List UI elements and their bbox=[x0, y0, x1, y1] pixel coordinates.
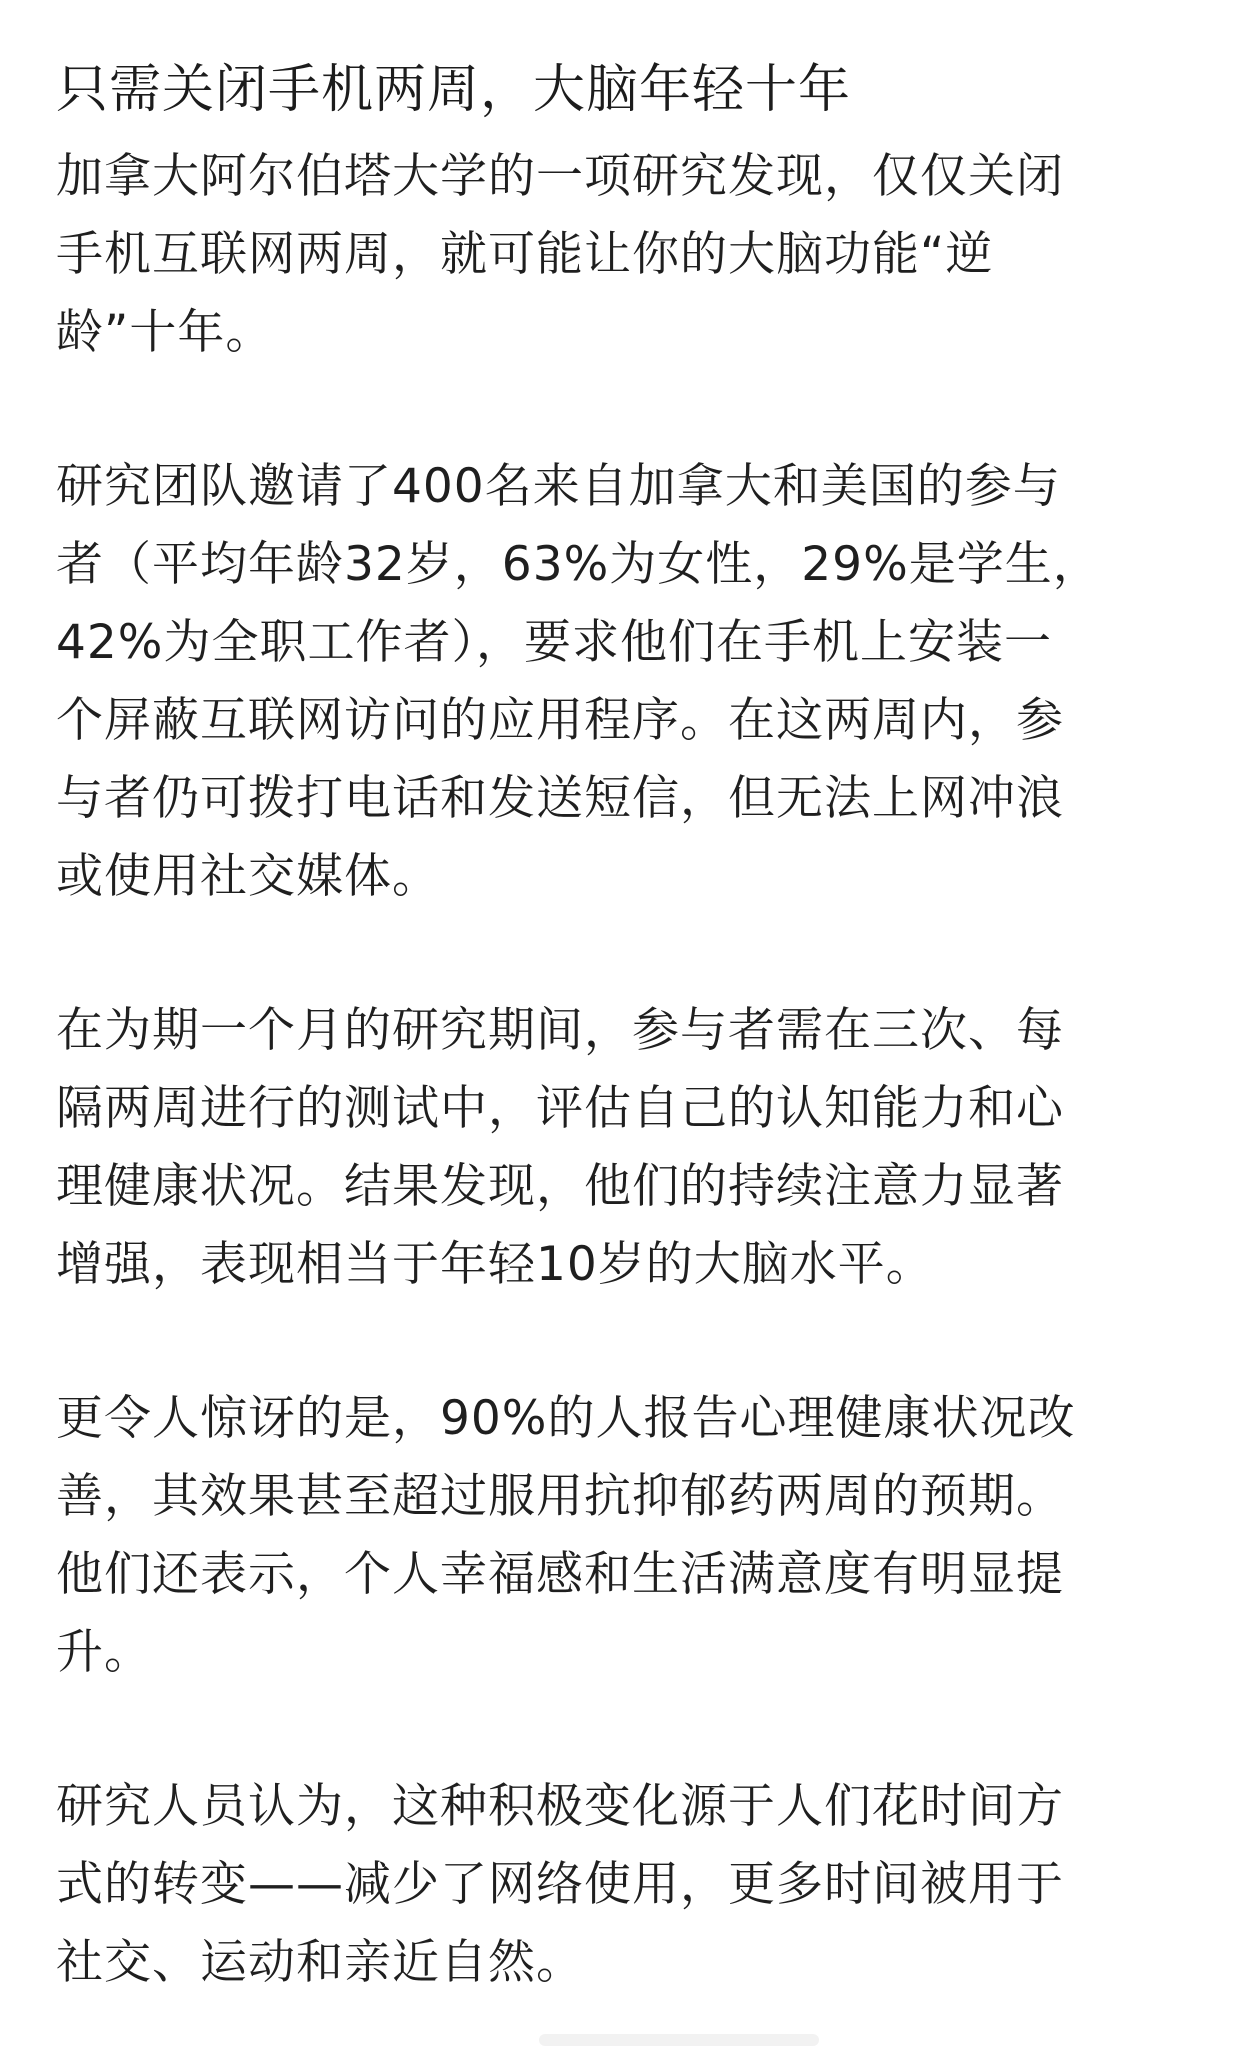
article-title: 只需关闭手机两周，大脑年轻十年 bbox=[56, 60, 852, 120]
paragraph-line: 升。 bbox=[56, 1625, 152, 1680]
paragraph-line: 个屏蔽互联网访问的应用程序。在这两周内，参 bbox=[56, 693, 1064, 748]
faint-watermark bbox=[539, 2026, 819, 2054]
article bbox=[56, 48, 1186, 2002]
paragraph-5 bbox=[56, 1768, 1186, 2002]
paragraph-line: 或使用社交媒体。 bbox=[56, 849, 440, 904]
paragraph-line: 式的转变——减少了网络使用，更多时间被用于 bbox=[56, 1857, 1064, 1912]
paragraph-line: 加拿大阿尔伯塔大学的一项研究发现，仅仅关闭 bbox=[56, 149, 1064, 204]
paragraph-line: 在为期一个月的研究期间，参与者需在三次、每 bbox=[56, 1003, 1064, 1058]
paragraph-line: 隔两周进行的测试中，评估自己的认知能力和心 bbox=[56, 1081, 1064, 1136]
paragraph-line: 者（平均年龄32岁，63%为女性，29%是学生， bbox=[56, 537, 1101, 592]
paragraph-3 bbox=[56, 992, 1186, 1304]
paragraph-line: 他们还表示，个人幸福感和生活满意度有明显提 bbox=[56, 1547, 1064, 1602]
paragraph-line: 与者仍可拨打电话和发送短信，但无法上网冲浪 bbox=[56, 771, 1064, 826]
paragraph-line: 研究人员认为，这种积极变化源于人们花时间方 bbox=[56, 1779, 1064, 1834]
paragraph-line: 42%为全职工作者），要求他们在手机上安装一 bbox=[56, 615, 1052, 670]
paragraph-line: 研究团队邀请了400名来自加拿大和美国的参与 bbox=[56, 459, 1061, 514]
paragraph-1 bbox=[56, 138, 1186, 372]
paragraph-4 bbox=[56, 1380, 1186, 1692]
paragraph-line: 手机互联网两周，就可能让你的大脑功能“逆 bbox=[56, 227, 994, 282]
paragraph-2 bbox=[56, 448, 1186, 916]
paragraph-line: 更令人惊讶的是，90%的人报告心理健康状况改 bbox=[56, 1391, 1076, 1446]
paragraph-line: 增强，表现相当于年轻10岁的大脑水平。 bbox=[56, 1237, 934, 1292]
paragraph-line: 社交、运动和亲近自然。 bbox=[56, 1935, 584, 1990]
paragraph-line: 理健康状况。结果发现，他们的持续注意力显著 bbox=[56, 1159, 1064, 1214]
paragraph-line: 龄”十年。 bbox=[56, 305, 274, 360]
paragraph-line: 善，其效果甚至超过服用抗抑郁药两周的预期。 bbox=[56, 1469, 1064, 1524]
